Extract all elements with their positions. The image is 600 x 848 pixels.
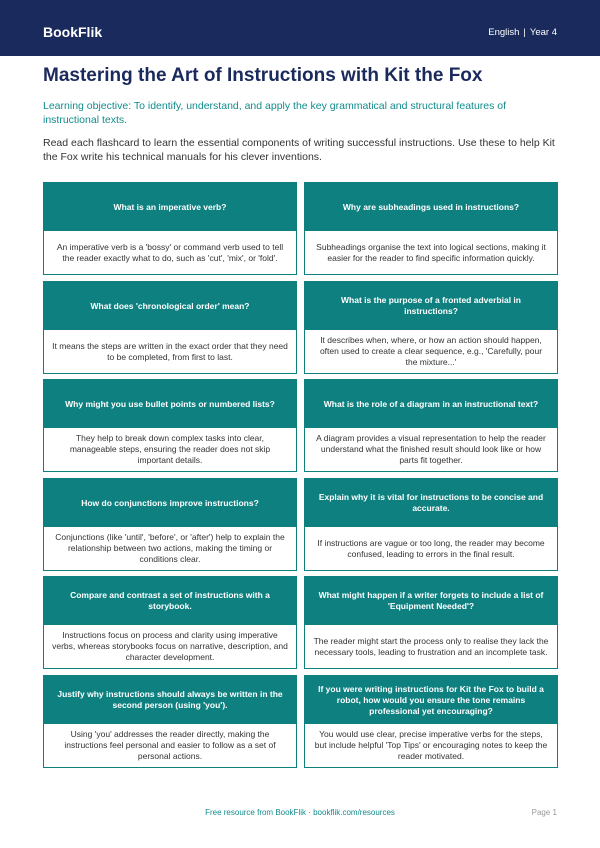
flashcard[interactable] bbox=[43, 379, 297, 472]
flashcard-answer: They help to break down complex tasks into clear, manageable steps, ensuring the reader does not skip important details. bbox=[69, 433, 271, 465]
intro-text: Read each flashcard to learn the essential components of writing successful instructions. Use these to help Kit the Fox write his technical manuals for his clever inventions. bbox=[43, 137, 555, 163]
flashcard-question: Justify why instructions should always be written in the second person (using 'you'). bbox=[44, 676, 296, 724]
brand-logo[interactable]: BookFlik bbox=[43, 24, 103, 40]
subject-label: English bbox=[488, 27, 520, 38]
flashcard-answer: Subheadings organise the text into logical sections, making it easier for the reader to find specific information quickly. bbox=[316, 241, 546, 263]
flashcard-question: How do conjunctions improve instructions? bbox=[44, 479, 296, 527]
flashcard-answer: Instructions focus on process and clarity using imperative verbs, whereas storybooks focus on narrative, description, and character development. bbox=[52, 630, 288, 662]
flashcard-answer: The reader might start the process only to realise they lack the necessary tools, leading to frustration and an incomplete task. bbox=[313, 635, 549, 657]
flashcard[interactable] bbox=[304, 478, 558, 571]
flashcard[interactable] bbox=[43, 182, 297, 275]
flashcard-question: Why are subheadings used in instructions? bbox=[305, 183, 557, 231]
page-title: Mastering the Art of Instructions with Kit the Fox bbox=[43, 65, 483, 86]
flashcard[interactable] bbox=[43, 281, 297, 374]
flashcard[interactable] bbox=[43, 478, 297, 571]
flashcard[interactable] bbox=[304, 675, 558, 768]
header-bar bbox=[0, 0, 600, 56]
flashcard-question: If you were writing instructions for Kit the Fox to build a robot, how would you ensure the tone remains professional yet encouraging? bbox=[305, 676, 557, 724]
flashcard-answer: A diagram provides a visual representation to help the reader understand what the finished result should look like or how parts fit together. bbox=[316, 433, 546, 465]
header-meta bbox=[488, 27, 557, 39]
flashcard-question: Why might you use bullet points or numbered lists? bbox=[44, 380, 296, 428]
flashcard-answer: Using 'you' addresses the reader directly, making the instructions feel personal and easier to follow as a set of personal actions. bbox=[64, 729, 276, 761]
flashcard-answer: It means the steps are written in the exact order that they need to be completed, from first to last. bbox=[52, 340, 288, 362]
footer-link[interactable]: Free resource from BookFlik · bookflik.com/resources bbox=[205, 808, 395, 817]
flashcard[interactable] bbox=[304, 281, 558, 374]
year-label: Year 4 bbox=[529, 27, 557, 38]
page-number: Page 1 bbox=[531, 808, 557, 817]
flashcard-answer: Conjunctions (like 'until', 'before', or 'after') help to explain the relationship between two actions, making the timing or conditions clear. bbox=[55, 532, 285, 564]
flashcard[interactable] bbox=[304, 576, 558, 669]
learning-objective: Learning objective: To identify, understand, and apply the key grammatical and structural features of instructional texts. bbox=[43, 100, 507, 126]
flashcard[interactable] bbox=[43, 576, 297, 669]
flashcard-answer: It describes when, where, or how an action should happen, often used to create a clear sequence, e.g., 'Carefully, pour the mixture...' bbox=[319, 335, 543, 367]
flashcard-answer: If instructions are vague or too long, the reader may become confused, leading to errors in the final result. bbox=[317, 537, 545, 559]
flashcard-question: Explain why it is vital for instructions to be concise and accurate. bbox=[305, 479, 557, 527]
flashcard-question: What might happen if a writer forgets to include a list of 'Equipment Needed'? bbox=[305, 577, 557, 625]
flashcard-answer: You would use clear, precise imperative verbs for the steps, but include helpful 'Top Tips' or encouraging notes to keep the reader motivated. bbox=[314, 729, 548, 761]
flashcard[interactable] bbox=[304, 182, 558, 275]
flashcard-question: What is the purpose of a fronted adverbial in instructions? bbox=[305, 282, 557, 330]
flashcard-question: What does 'chronological order' mean? bbox=[44, 282, 296, 330]
flashcard-question: Compare and contrast a set of instructions with a storybook. bbox=[44, 577, 296, 625]
flashcard[interactable] bbox=[304, 379, 558, 472]
flashcard-question: What is an imperative verb? bbox=[44, 183, 296, 231]
flashcard[interactable] bbox=[43, 675, 297, 768]
flashcard-answer: An imperative verb is a 'bossy' or command verb used to tell the reader exactly what to do, such as 'cut', 'mix', or 'fold'. bbox=[56, 241, 284, 263]
header-separator: | bbox=[523, 27, 526, 38]
flashcard-question: What is the role of a diagram in an instructional text? bbox=[305, 380, 557, 428]
